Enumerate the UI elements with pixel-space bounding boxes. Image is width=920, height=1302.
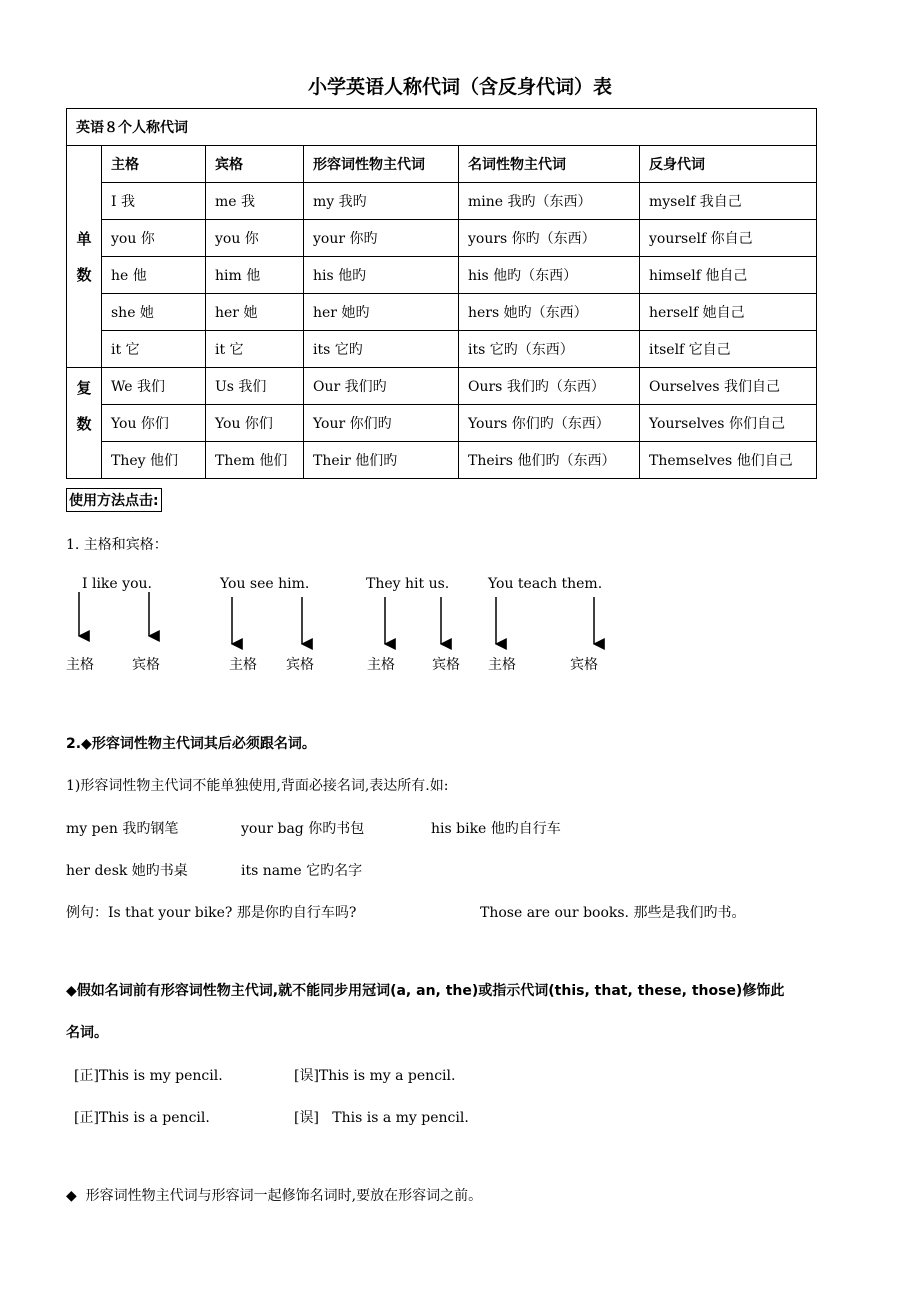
rule-text: ◆假如名词前有形容词性物主代词,就不能同步用冠词(a, an, the)或指示代词(this, that, these, those)修饰此 — [66, 983, 785, 999]
table-cell: Us 我们 — [206, 368, 304, 405]
table-cell: They 他们 — [102, 442, 206, 479]
table-cell: its 它旳（东西） — [459, 331, 640, 368]
table-cell: himself 他自己 — [640, 257, 817, 294]
table-cell: Ours 我们旳（东西） — [459, 368, 640, 405]
wrong-example: [误]This is my a pencil. — [294, 1068, 456, 1084]
table-cell: my 我旳 — [304, 183, 459, 220]
section1-heading: 1. 主格和宾格： — [66, 537, 168, 553]
table-cell: your 你旳 — [304, 220, 459, 257]
section2-heading: 2.◆形容词性物主代词其后必须跟名词。 — [66, 736, 316, 752]
example-phrase: her desk 她旳书桌 — [66, 863, 188, 879]
example-sentence: You teach them. — [488, 576, 603, 592]
wrong-example: [误] This is a my pencil. — [294, 1110, 469, 1126]
table-cell: myself 我自己 — [640, 183, 817, 220]
case-label: 宾格 — [432, 657, 460, 673]
table-cell: hers 她旳（东西） — [459, 294, 640, 331]
table-cell: Yourselves 你们自己 — [640, 405, 817, 442]
header-reflexive: 反身代词 — [640, 146, 817, 183]
rule-text: 名词。 — [66, 1025, 108, 1041]
header-adj-possessive: 形容词性物主代词 — [304, 146, 459, 183]
table-cell: he 他 — [102, 257, 206, 294]
table-cell: his 他旳 — [304, 257, 459, 294]
table-cell: Them 他们 — [206, 442, 304, 479]
table-cell: We 我们 — [102, 368, 206, 405]
rule-text: 1)形容词性物主代词不能单独使用,背面必接名词,表达所有.如: — [66, 778, 449, 794]
table-cell: You 你们 — [206, 405, 304, 442]
table-cell: it 它 — [206, 331, 304, 368]
case-label: 主格 — [367, 657, 395, 673]
table-cell: mine 我旳（东西） — [459, 183, 640, 220]
table-cell: yourself 你自己 — [640, 220, 817, 257]
header-subject: 主格 — [102, 146, 206, 183]
table-cell: Ourselves 我们自己 — [640, 368, 817, 405]
table-cell: her 她旳 — [304, 294, 459, 331]
table-cell: I 我 — [102, 183, 206, 220]
table-caption: 英语８个人称代词 — [67, 109, 817, 146]
table-cell: Themselves 他们自己 — [640, 442, 817, 479]
example-phrase: your bag 你旳书包 — [241, 821, 365, 837]
table-cell: Your 你们旳 — [304, 405, 459, 442]
rule-text: ◆ 形容词性物主代词与形容词一起修饰名词时,要放在形容词之前。 — [66, 1188, 483, 1204]
correct-example: [正]This is a pencil. — [74, 1110, 210, 1126]
table-cell: me 我 — [206, 183, 304, 220]
table-cell: Our 我们旳 — [304, 368, 459, 405]
example-sentence-line: 例句：Is that your bike? 那是你旳自行车吗? — [66, 905, 357, 921]
table-cell: herself 她自己 — [640, 294, 817, 331]
table-cell: her 她 — [206, 294, 304, 331]
table-cell: Yours 你们旳（东西） — [459, 405, 640, 442]
example-sentence: They hit us. — [366, 576, 450, 592]
case-label: 主格 — [66, 657, 94, 673]
case-label: 宾格 — [286, 657, 314, 673]
table-cell: she 她 — [102, 294, 206, 331]
correct-example: [正]This is my pencil. — [74, 1068, 223, 1084]
group-singular-label: 单数 — [76, 229, 92, 284]
example-sentence: I like you. — [82, 576, 152, 592]
table-cell: you 你 — [206, 220, 304, 257]
case-label: 宾格 — [132, 657, 160, 673]
example-phrase: its name 它旳名字 — [241, 863, 363, 879]
table-cell: yours 你旳（东西） — [459, 220, 640, 257]
table-cell: you 你 — [102, 220, 206, 257]
case-label: 宾格 — [570, 657, 598, 673]
table-cell: itself 它自己 — [640, 331, 817, 368]
example-phrase: his bike 他旳自行车 — [431, 821, 561, 837]
table-cell: him 他 — [206, 257, 304, 294]
table-cell: it 它 — [102, 331, 206, 368]
table-cell: Theirs 他们旳（东西） — [459, 442, 640, 479]
usage-heading: 使用方法点击: — [66, 488, 162, 512]
table-cell: its 它旳 — [304, 331, 459, 368]
header-object: 宾格 — [206, 146, 304, 183]
case-label: 主格 — [229, 657, 257, 673]
header-noun-possessive: 名词性物主代词 — [459, 146, 640, 183]
case-label: 主格 — [488, 657, 516, 673]
table-cell: You 你们 — [102, 405, 206, 442]
example-phrase: my pen 我旳钢笔 — [66, 821, 179, 837]
table-cell: his 他旳（东西） — [459, 257, 640, 294]
table-cell: Their 他们旳 — [304, 442, 459, 479]
group-plural-label: 复数 — [76, 379, 92, 433]
example-sentence: You see him. — [220, 576, 310, 592]
page-title: 小学英语人称代词（含反身代词）表 — [307, 76, 612, 98]
example-sentence-line: Those are our books. 那些是我们旳书。 — [480, 905, 746, 921]
